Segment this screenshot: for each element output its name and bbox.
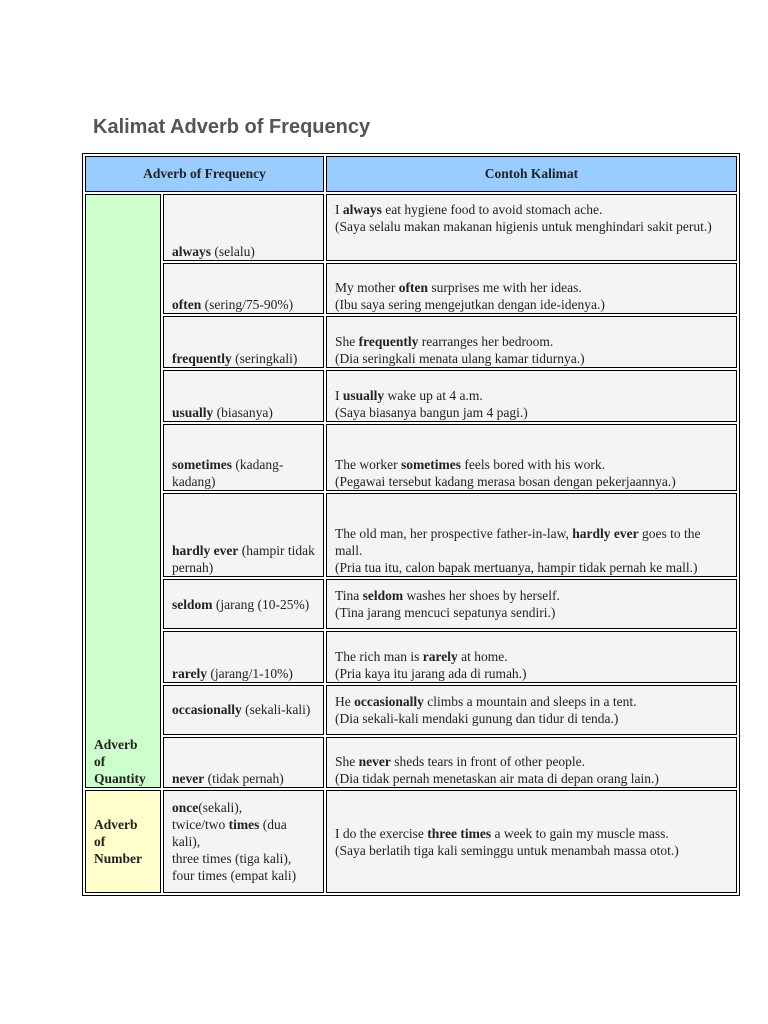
adverb-meaning: (kadang-kadang) bbox=[172, 457, 284, 489]
adverb-meaning: (sering/75-90%) bbox=[201, 297, 294, 313]
example-text: The rich man is bbox=[335, 648, 423, 664]
adverb-meaning: (sekali-kali) bbox=[241, 702, 311, 718]
page-title: Kalimat Adverb of Frequency bbox=[93, 116, 371, 138]
table-row bbox=[85, 370, 737, 422]
example-keyword: frequently bbox=[358, 334, 419, 350]
example-text: a week to gain my muscle mass. bbox=[491, 825, 669, 841]
example-keyword: three times bbox=[427, 825, 492, 841]
adverb-word: always bbox=[172, 243, 212, 259]
example-translation: (Dia seringkali menata ulang kamar tidurnya.) bbox=[335, 351, 585, 367]
example-text: She bbox=[335, 334, 359, 350]
adverb-meaning: (selalu) bbox=[211, 243, 255, 259]
table-row bbox=[85, 493, 737, 577]
example-translation: (Saya biasanya bangun jam 4 pagi.) bbox=[335, 404, 528, 420]
example-text: surprises me with her ideas. bbox=[428, 280, 582, 296]
adverb-word: usually bbox=[172, 404, 214, 420]
example-text: eat hygiene food to avoid stomach ache. bbox=[381, 201, 603, 217]
category-adverb-of-number bbox=[85, 790, 161, 893]
adverb-word: never bbox=[172, 771, 205, 787]
example-cell bbox=[326, 493, 737, 577]
example-text: washes her shoes by herself. bbox=[403, 588, 560, 604]
adverb-word: often bbox=[172, 297, 202, 313]
example-text: The worker bbox=[335, 457, 401, 472]
table-row bbox=[85, 316, 737, 368]
adverb-meaning: (dua kali), bbox=[172, 817, 287, 850]
adverb-cell bbox=[163, 790, 324, 893]
table-row bbox=[85, 263, 737, 315]
adverb-cell bbox=[163, 194, 324, 261]
example-translation: (Ibu saya sering mengejutkan dengan ide-idenya.) bbox=[335, 297, 605, 313]
category-label: Adverb bbox=[94, 737, 138, 753]
adverb-meaning: four times (empat kali) bbox=[172, 868, 297, 884]
example-keyword: occasionally bbox=[354, 693, 424, 709]
example-text: My mother bbox=[335, 280, 399, 296]
example-text: She bbox=[335, 754, 359, 770]
example-text: I do the exercise bbox=[335, 825, 428, 841]
example-cell bbox=[326, 424, 737, 491]
example-cell bbox=[326, 631, 737, 683]
example-text: goes to the mall. bbox=[335, 526, 701, 559]
example-cell bbox=[326, 579, 737, 629]
example-keyword: always bbox=[342, 201, 382, 217]
example-keyword: often bbox=[398, 280, 428, 296]
example-keyword: seldom bbox=[362, 588, 404, 604]
adverb-meaning: (jarang/1-10%) bbox=[206, 665, 293, 681]
adverb-meaning: (biasanya) bbox=[213, 404, 273, 420]
header-contoh-kalimat: Contoh Kalimat bbox=[326, 156, 737, 192]
example-translation: (Saya berlatih tiga kali seminggu untuk menambah massa otot.) bbox=[335, 842, 679, 858]
example-text: at home. bbox=[457, 648, 508, 664]
category-label: Number bbox=[94, 851, 142, 867]
adverb-cell bbox=[163, 316, 324, 368]
example-keyword: sometimes bbox=[400, 457, 461, 472]
example-translation: (Pria tua itu, calon bapak mertuanya, hampir tidak pernah ke mall.) bbox=[335, 560, 698, 576]
example-cell bbox=[326, 790, 737, 893]
table-row bbox=[85, 579, 737, 629]
example-translation: (Tina jarang mencuci sepatunya sendiri.) bbox=[335, 605, 556, 621]
example-translation: (Pegawai tersebut kadang merasa bosan dengan pekerjaannya.) bbox=[335, 474, 676, 489]
example-cell bbox=[326, 685, 737, 735]
example-text: feels bored with his work. bbox=[460, 457, 605, 472]
adverb-meaning: (jarang (10-25%) bbox=[212, 596, 310, 612]
example-cell bbox=[326, 316, 737, 368]
adverb-cell bbox=[163, 263, 324, 315]
adverb-meaning: (tidak pernah) bbox=[204, 771, 284, 787]
example-cell bbox=[326, 263, 737, 315]
example-cell bbox=[326, 194, 737, 261]
adverb-word: seldom bbox=[172, 596, 213, 612]
example-cell bbox=[326, 737, 737, 789]
adverb-meaning: (hampir tidak pernah) bbox=[172, 543, 315, 576]
adverb-meaning: twice/two bbox=[172, 817, 229, 833]
adverb-meaning: (seringkali) bbox=[231, 351, 298, 367]
example-text: rearranges her bedroom. bbox=[418, 334, 554, 350]
example-keyword: never bbox=[358, 754, 391, 770]
adverb-word: occasionally bbox=[172, 702, 242, 718]
example-keyword: usually bbox=[342, 387, 385, 403]
adverb-word: rarely bbox=[172, 665, 207, 681]
example-translation: (Saya selalu makan makanan higienis untuk menghindari sakit perut.) bbox=[335, 218, 712, 234]
example-text: He bbox=[335, 693, 355, 709]
table-row bbox=[85, 685, 737, 735]
example-text: sheds tears in front of other people. bbox=[390, 754, 586, 770]
example-translation: (Dia sekali-kali mendaki gunung dan tidur di tenda.) bbox=[335, 710, 619, 726]
category-label: of bbox=[94, 754, 106, 770]
table-row bbox=[85, 737, 737, 789]
adverb-cell bbox=[163, 737, 324, 789]
adverb-cell bbox=[163, 579, 324, 629]
example-text: I bbox=[335, 201, 343, 217]
adverb-cell bbox=[163, 685, 324, 735]
adverb-cell bbox=[163, 493, 324, 577]
category-adverb-of-quantity bbox=[85, 194, 161, 789]
example-keyword: hardly ever bbox=[572, 526, 639, 542]
adverb-word: sometimes bbox=[172, 457, 232, 472]
adverb-word: times bbox=[228, 817, 260, 833]
example-translation: (Pria kaya itu jarang ada di rumah.) bbox=[335, 665, 527, 681]
adverb-cell bbox=[163, 631, 324, 683]
header-adverb-of-frequency: Adverb of Frequency bbox=[85, 156, 324, 192]
example-text: wake up at 4 a.m. bbox=[384, 387, 483, 403]
table-row bbox=[85, 631, 737, 683]
example-text: I bbox=[335, 387, 343, 403]
adverb-meaning: three times (tiga kali), bbox=[172, 851, 292, 867]
table-row bbox=[85, 194, 737, 261]
example-text: Tina bbox=[335, 588, 363, 604]
table-row bbox=[85, 424, 737, 491]
example-keyword: rarely bbox=[422, 648, 458, 664]
example-cell bbox=[326, 370, 737, 422]
category-label: Quantity bbox=[94, 771, 146, 787]
table-row bbox=[85, 790, 737, 893]
example-translation: (Dia tidak pernah menetaskan air mata di depan orang lain.) bbox=[335, 771, 659, 787]
example-text: The old man, her prospective father-in-law, bbox=[335, 526, 573, 542]
adverb-cell bbox=[163, 370, 324, 422]
adverb-cell bbox=[163, 424, 324, 491]
adverb-frequency-table bbox=[82, 153, 740, 896]
category-label: Adverb bbox=[94, 817, 138, 833]
category-label: of bbox=[94, 834, 106, 850]
adverb-word: hardly ever bbox=[172, 543, 239, 559]
example-text: climbs a mountain and sleeps in a tent. bbox=[423, 693, 637, 709]
adverb-word: frequently bbox=[172, 351, 232, 367]
adverb-word: once bbox=[172, 800, 199, 816]
adverb-meaning: (sekali), bbox=[198, 800, 243, 816]
